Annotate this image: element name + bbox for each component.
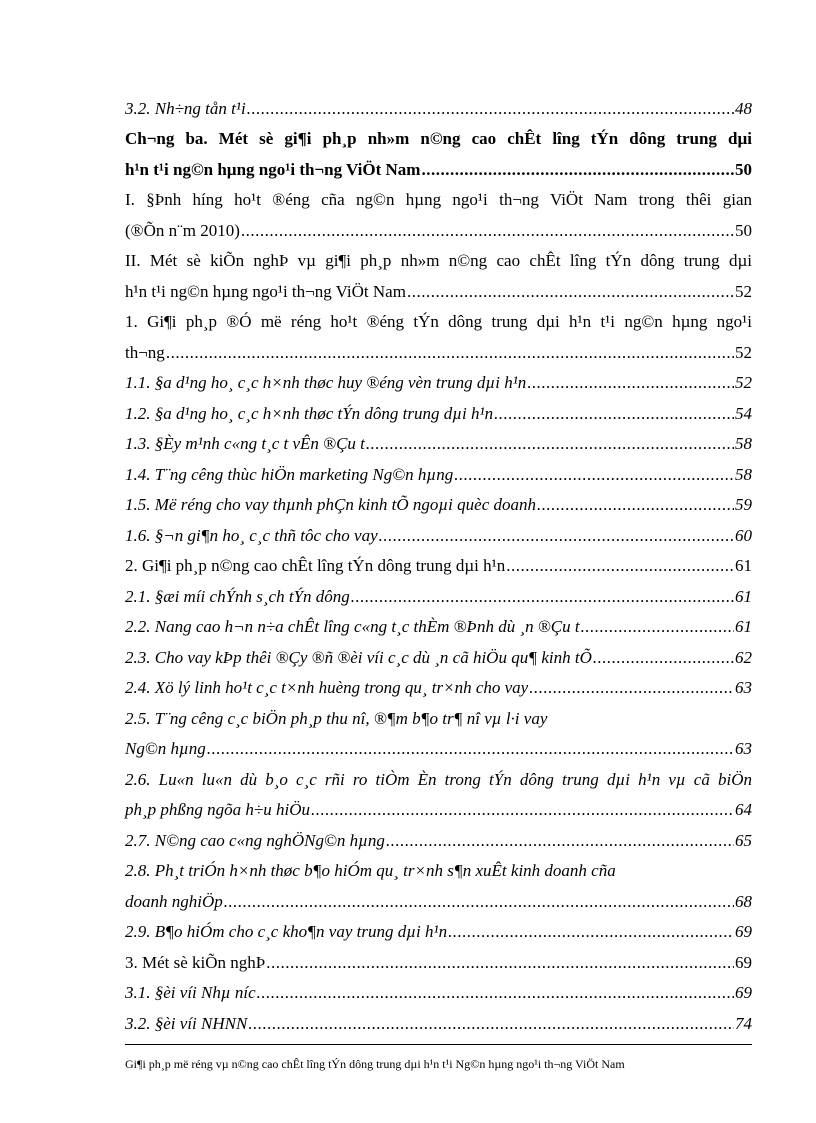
toc-entry [125, 698, 752, 729]
toc-entry-page: 64 [735, 800, 752, 819]
toc-entry-page: 61 [735, 617, 752, 636]
toc-entry-text: h¹n t¹i ng©n hµng ngo¹i th¬ng ViÖt Nam [125, 159, 421, 179]
toc-entry [125, 393, 752, 424]
toc-entry [125, 180, 752, 211]
toc-entry [125, 576, 752, 607]
toc-entry [125, 485, 752, 516]
toc-entry [125, 149, 752, 180]
toc-entry-page: 59 [735, 495, 752, 514]
toc-entry [125, 851, 752, 882]
toc-entry-text: 2.1. §æi míi chÝnh s¸ch tÝn dông [125, 586, 350, 606]
toc-entry-text: 1.3. §Èy m¹nh c«ng t¸c t vÊn ®Çu t [125, 434, 365, 453]
toc-entry [125, 607, 752, 638]
toc-entry-page: 63 [735, 678, 752, 697]
toc-entry-page: 60 [735, 525, 752, 545]
toc-entry [125, 210, 752, 241]
toc-entry-page: 52 [735, 373, 752, 392]
toc-entry [125, 759, 752, 790]
toc-entry [125, 119, 752, 150]
toc-entry [125, 1003, 752, 1034]
toc-entry [125, 668, 752, 699]
toc-entry-text: h¹n t¹i ng©n hµng ngo¹i th¬ng ViÖt Nam [125, 281, 406, 301]
toc-entry [125, 881, 752, 912]
toc-entry-text: 1. Gi¶i ph¸p ®Ó më réng ho¹t ®éng tÝn dông trung dµi h¹n t¹i ng©n hµng ngo¹i [125, 312, 752, 331]
toc-entry [125, 912, 752, 943]
toc-entry-page: 50 [735, 159, 752, 179]
toc-entry [125, 729, 752, 760]
toc-entry-page: 65 [735, 830, 752, 850]
toc-entry-text: th¬ng [125, 342, 165, 362]
toc-entry-page: 62 [735, 647, 752, 667]
toc-entry [125, 637, 752, 668]
toc-entry-page: 58 [735, 464, 752, 484]
toc-entry [125, 271, 752, 302]
toc-entry-text: 2.3. Cho vay kÞp thêi ®Çy ®ñ ®èi víi c¸c dù ¸n cã hiÖu qu¶ kinh tÕ [125, 647, 592, 667]
toc-entry-page: 52 [735, 281, 752, 301]
toc-entry-text: 1.6. §¬n gi¶n ho¸ c¸c thñ tôc cho vay [125, 525, 378, 545]
toc-entry-text: I. §Þnh híng ho¹t ®éng cña ng©n hµng ngo¹i th¬ng ViÖt Nam trong thêi gian [125, 190, 752, 209]
toc-entry-text: 2. Gi¶i ph¸p n©ng cao chÊt lîng tÝn dông trung dµi h¹n [125, 556, 506, 575]
toc-entry [125, 546, 752, 577]
toc-entry-text: 3. Mét sè kiÕn nghÞ [125, 952, 266, 972]
toc-entry-text: (®Õn n¨m 2010) [125, 220, 240, 240]
toc-entry-text: 2.2. Nang cao h¬n n÷a chÊt lîng c«ng t¸c thÈm ®Þnh dù ¸n ®Çu t [125, 617, 580, 636]
footer-divider [125, 1044, 752, 1045]
toc-entry-page: 50 [735, 220, 752, 240]
toc-entry-text: 2.9. B¶o hiÓm cho c¸c kho¶n vay trung dµi h¹n [125, 922, 448, 941]
toc-entry-text: 1.5. Më réng cho vay thµnh phÇn kinh tÕ ngoµi quèc doanh [125, 495, 536, 514]
toc-entry-page: 58 [735, 434, 752, 453]
toc-entry [125, 820, 752, 851]
toc-entry-text: 3.2. Nh÷ng tån t¹i [125, 98, 246, 118]
toc-entry-page: 61 [735, 586, 752, 606]
toc-entry-text: ph¸p phßng ngõa h÷u hiÖu [125, 800, 310, 819]
toc-entry [125, 942, 752, 973]
toc-entry-text: 2.5. T¨ng cêng c¸c biÖn ph¸p thu nî, ®¶m b¶o tr¶ nî vµ l·i vay [125, 708, 548, 728]
toc-entry [125, 302, 752, 333]
toc-entry-text: 1.4. T¨ng cêng thùc hiÖn marketing Ng©n hµng [125, 464, 454, 484]
toc-entry-page: 48 [735, 98, 752, 118]
toc-entry-text: 2.8. Ph¸t triÓn h×nh thøc b¶o hiÓm qu¸ tr×nh s¶n xuÊt kinh doanh cña [125, 861, 616, 880]
page-footer: Gi¶i ph¸p më réng vµ n©ng cao chÊt lîng tÝn dông trung dµi h¹n t¹i Ng©n hµng ngo¹i th¬ng ViÖt Nam [125, 1057, 625, 1071]
toc-entry-text: Ch¬ng ba. Mét sè gi¶i ph¸p nh»m n©ng cao chÊt lîng tÝn dông trung dµi [125, 129, 752, 148]
toc-entry-text: II. Mét sè kiÕn nghÞ vµ gi¶i ph¸p nh»m n©ng cao chÊt lîng tÝn dông trung dµi [125, 251, 752, 270]
toc-entry-text: 2.4. Xö lý linh ho¹t c¸c t×nh huèng trong qu¸ tr×nh cho vay [125, 678, 529, 697]
toc-entry-page: 52 [735, 342, 752, 362]
toc-entry-page: 68 [735, 891, 752, 911]
toc-entry-page: 61 [735, 556, 752, 575]
toc-entry-page: 63 [735, 739, 752, 758]
toc-entry [125, 424, 752, 455]
toc-entry-text: doanh nghiÖp [125, 891, 223, 911]
toc-entry-text: 2.6. Lu«n lu«n dù b¸o c¸c rñi ro tiÒm Èn trong tÝn dông trung dµi h¹n vµ cã biÖn [125, 769, 752, 789]
toc-entry-page: 54 [735, 403, 752, 423]
toc-entry [125, 454, 752, 485]
toc-entry-text: 1.2. §a d¹ng ho¸ c¸c h×nh thøc tÝn dông trung dµi h¹n [125, 403, 494, 423]
toc-entry-text: 2.7. N©ng cao c«ng nghÖNg©n hµng [125, 830, 385, 850]
toc-entry [125, 241, 752, 272]
toc-entry-page: 69 [735, 952, 752, 972]
toc-entry-page: 69 [735, 983, 752, 1002]
toc-entry [125, 363, 752, 394]
toc-entry-text: Ng©n hµng [125, 739, 206, 758]
toc-entry [125, 790, 752, 821]
toc-entry [125, 973, 752, 1004]
toc-entry [125, 332, 752, 363]
toc-entry-text: 1.1. §a d¹ng ho¸ c¸c h×nh thøc huy ®éng vèn trung dµi h¹n [125, 373, 527, 392]
toc-entry [125, 515, 752, 546]
toc-entry-page: 74 [735, 1013, 752, 1033]
toc-entry [125, 88, 752, 119]
toc-entry-page: 69 [735, 922, 752, 941]
table-of-contents [125, 88, 752, 1034]
toc-entry-text: 3.1. §èi víi Nhµ níc [125, 983, 256, 1002]
toc-entry-text: 3.2. §èi víi NHNN [125, 1013, 248, 1033]
